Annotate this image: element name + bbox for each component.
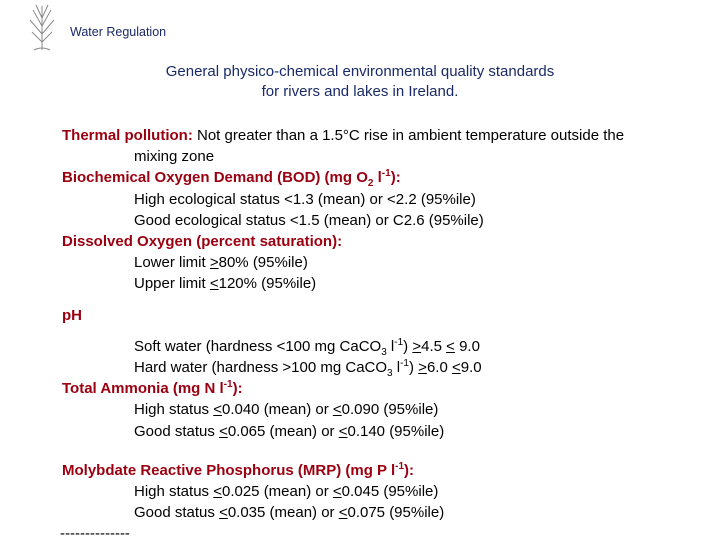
ph-hard-max: 9.0: [460, 359, 482, 377]
ph-hard-sup: -1: [400, 358, 409, 370]
ph-hard-sym2: <: [451, 359, 461, 377]
do-lower-symbol: >: [209, 254, 219, 272]
ph-hard-unit: l: [392, 359, 401, 377]
ammonia-good-sym2: <: [338, 422, 348, 440]
page-title: [60, 62, 660, 102]
mrp-heading: [62, 460, 702, 481]
do-upper-label: Upper limit: [134, 275, 210, 293]
ph-soft-sym2: <: [446, 337, 455, 355]
thermal-heading: Thermal pollution:: [62, 127, 193, 144]
bod-heading-sup: -1: [381, 168, 391, 180]
footer-dashes: --------------: [60, 525, 130, 543]
ph-hard-close: ): [409, 359, 419, 377]
bod-heading-text: Biochemical Oxygen Demand (BOD) (mg O: [62, 169, 368, 187]
bod-good: Good ecological status <1.5 (mean) or C2.6 (95%ile): [134, 211, 484, 229]
ammonia-heading: [62, 378, 702, 399]
ammonia-good-ile: 0.140 (95%ile): [347, 422, 445, 440]
ammonia-high-label: High status: [134, 401, 214, 419]
mrp-heading-sup: -1: [395, 460, 405, 472]
mrp-high-sym1: <: [213, 483, 222, 501]
do-lower-label: Lower limit: [134, 254, 210, 272]
do-upper-symbol: <: [209, 275, 219, 293]
mrp-good-label: Good status: [134, 504, 220, 522]
ph-soft-min: 4.5: [421, 337, 447, 355]
mrp-high-ile: 0.045 (95%ile): [341, 483, 439, 501]
title-line-1: General physico-chemical environmental quality standards: [165, 63, 555, 80]
bod-heading: [62, 167, 702, 188]
ammonia-high-sym2: <: [332, 401, 342, 419]
ammonia-good-mean: 0.065 (mean) or: [227, 422, 339, 440]
mrp-good: [62, 502, 702, 523]
ph-soft-close: ): [403, 337, 413, 355]
mrp-heading-text: Molybdate Reactive Phosphorus (MRP) (mg P l: [62, 461, 396, 479]
bod-heading-end: ):: [390, 169, 401, 187]
ammonia-heading-end: ):: [232, 380, 243, 398]
ammonia-high-mean: 0.040 (mean) or: [221, 401, 333, 419]
header-title: Water Regulation: [70, 25, 167, 39]
mrp-good-ile: 0.075 (95%ile): [347, 504, 445, 522]
ph-hard: [62, 357, 702, 378]
mrp-good-sym1: <: [219, 504, 228, 522]
title-line-2: for rivers and lakes in Ireland.: [261, 83, 459, 100]
bod-heading-sub: 2: [367, 178, 374, 190]
ph-soft: [62, 336, 702, 357]
ph-soft-sym1: >: [412, 337, 422, 355]
ph-hard-label: Hard water (hardness >100 mg CaCO: [134, 359, 388, 377]
ph-heading: pH: [62, 306, 82, 324]
ph-soft-max: 9.0: [454, 337, 480, 355]
ph-soft-label: Soft water (hardness <100 mg CaCO: [134, 337, 382, 355]
mrp-good-mean: 0.035 (mean) or: [227, 504, 339, 522]
ammonia-high: [62, 399, 702, 420]
mrp-high-mean: 0.025 (mean) or: [221, 483, 333, 501]
thermal-text: Not greater than a 1.5°C rise in ambient temperature outside the: [197, 127, 625, 144]
do-lower: [62, 252, 702, 273]
ammonia-heading-sup: -1: [223, 379, 233, 391]
mrp-heading-end: ):: [404, 461, 415, 479]
mrp-high-sym2: <: [332, 483, 342, 501]
do-upper-value: 120% (95%ile): [218, 275, 317, 293]
ph-soft-sub: 3: [381, 346, 387, 358]
ammonia-heading-text: Total Ammonia (mg N l: [62, 380, 224, 398]
thermal-line: [62, 125, 702, 146]
ammonia-high-sym1: <: [213, 401, 222, 419]
ph-hard-sym1: >: [418, 359, 427, 377]
ammonia-good-label: Good status: [134, 422, 220, 440]
ph-soft-sup: -1: [394, 336, 404, 348]
thermal-text-cont: mixing zone: [134, 148, 215, 166]
plant-sketch-icon: [22, 2, 62, 52]
ph-hard-sub: 3: [387, 368, 393, 380]
do-lower-value: 80% (95%ile): [218, 254, 308, 272]
do-heading: Dissolved Oxygen (percent saturation):: [62, 233, 343, 251]
mrp-high: [62, 481, 702, 502]
bod-high: High ecological status <1.3 (mean) or <2.2 (95%ile): [134, 190, 476, 208]
mrp-good-sym2: <: [338, 504, 348, 522]
mrp-high-label: High status: [134, 483, 214, 501]
standards-list: [62, 125, 702, 545]
ammonia-good-sym1: <: [219, 422, 228, 440]
ph-soft-unit: l: [386, 337, 395, 355]
ammonia-good: [62, 421, 702, 442]
do-upper: [62, 273, 702, 294]
bod-heading-unit: l: [373, 169, 382, 187]
ph-hard-min: 6.0: [426, 359, 452, 377]
ammonia-high-ile: 0.090 (95%ile): [341, 401, 439, 419]
